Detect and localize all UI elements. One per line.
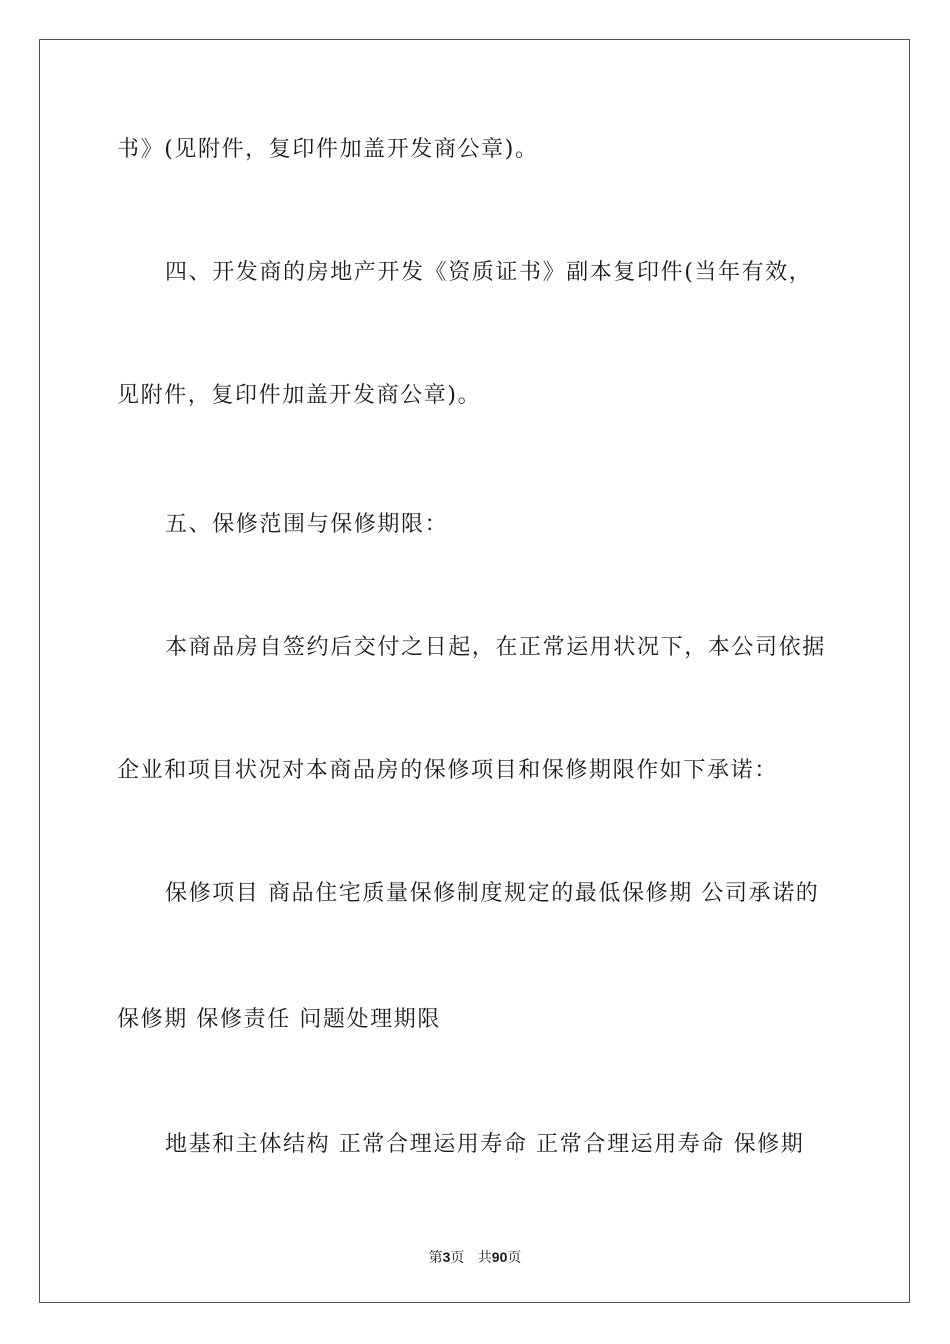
page-border (39, 39, 910, 1303)
body-line-2: 四、开发商的房地产开发《资质证书》副本复印件(当年有效， (165, 260, 813, 285)
body-line-9: 地基和主体结构 正常合理运用寿命 正常合理运用寿命 保修期 (165, 1132, 805, 1157)
body-line-4: 五、保修范围与保修期限： (165, 512, 449, 537)
body-line-6: 企业和项目状况对本商品房的保修项目和保修期限作如下承诺： (117, 758, 778, 783)
footer-page-number: 3 (442, 1249, 451, 1265)
body-line-1: 书》(见附件，复印件加盖开发商公章)。 (117, 137, 539, 162)
page-footer (0, 1248, 950, 1267)
footer-prefix: 第 (428, 1250, 443, 1266)
body-line-8: 保修期 保修责任 问题处理期限 (117, 1007, 441, 1032)
footer-middle: 页 共 (450, 1250, 492, 1266)
body-line-3: 见附件，复印件加盖开发商公章)。 (117, 383, 482, 408)
footer-suffix: 页 (507, 1250, 522, 1266)
body-line-5: 本商品房自签约后交付之日起，在正常运用状况下，本公司依据 (165, 635, 826, 660)
footer-total-pages: 90 (491, 1249, 508, 1265)
body-line-7: 保修项目 商品住宅质量保修制度规定的最低保修期 公司承诺的 (165, 881, 820, 906)
